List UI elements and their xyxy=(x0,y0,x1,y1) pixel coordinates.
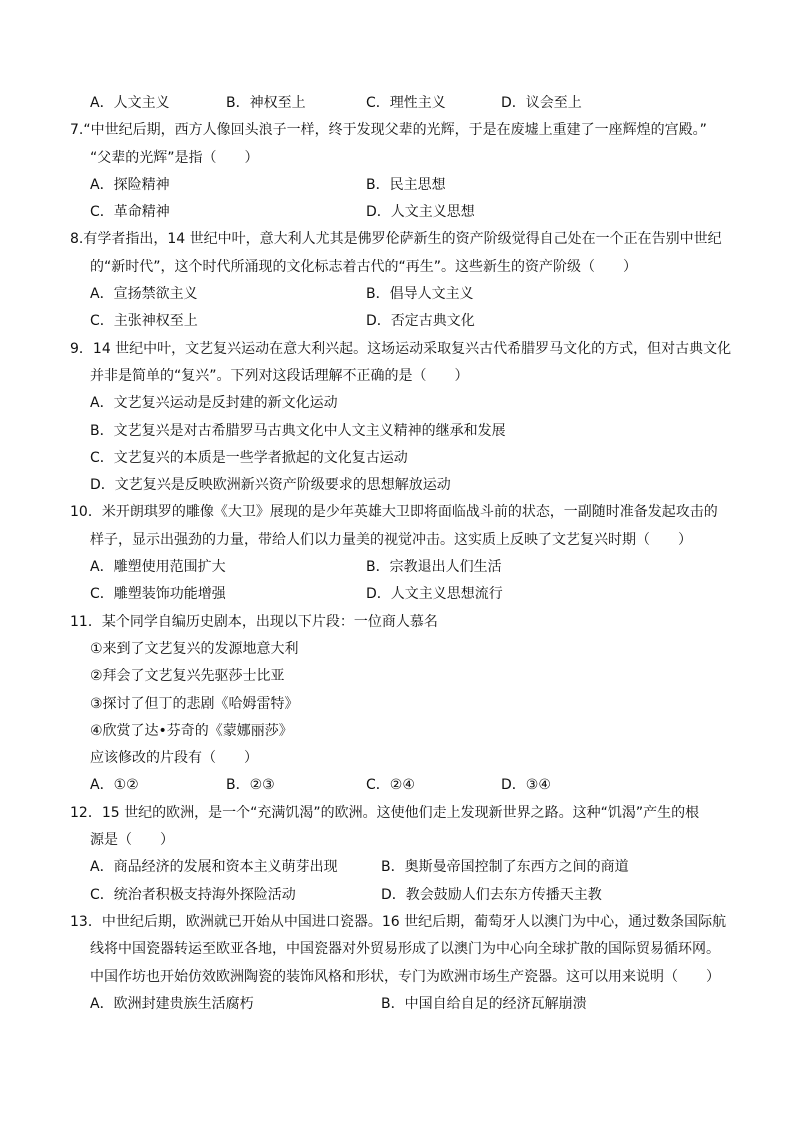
question-10-stem: 10．米开朗琪罗的雕像《大卫》展现的是少年英雄大卫即将面临战斗前的状态，一副随时准备发起攻击的 xyxy=(70,504,718,521)
option-b: B．文艺复兴是对古希腊罗马古典文化中人文主义精神的继承和发展 xyxy=(90,422,506,439)
option-b: B．宗教退出人们生活 xyxy=(366,559,502,576)
option-a: A．①② xyxy=(90,777,139,794)
option-b: B．奥斯曼帝国控制了东西方之间的商道 xyxy=(381,859,629,876)
question-11-stem: 11．某个同学自编历史剧本，出现以下片段：一位商人慕名 xyxy=(70,613,438,630)
option-c: C．理性主义 xyxy=(366,95,446,111)
option-d: D．教会鼓励人们去东方传播天主教 xyxy=(381,886,602,903)
option-d: D．文艺复兴是反映欧洲新兴资产阶级要求的思想解放运动 xyxy=(90,477,451,494)
question-12-stem-cont: 源是（ ） xyxy=(90,832,174,849)
option-a: A．商品经济的发展和资本主义萌芽出现 xyxy=(90,859,338,876)
question-7-stem-cont: “父辈的光辉”是指（ ） xyxy=(90,149,259,166)
question-8-stem: 8.有学者指出，14 世纪中叶，意大利人尤其是佛罗伦萨新生的资产阶级觉得自己处在一个正在告别中世纪 xyxy=(70,231,722,248)
fragment-2: ②拜会了文艺复兴先驱莎士比亚 xyxy=(90,668,285,685)
option-b: B．②③ xyxy=(226,777,275,794)
fragment-4: ④欣赏了达•芬奇的《蒙娜丽莎》 xyxy=(90,722,293,739)
option-d: D．人文主义思想流行 xyxy=(366,586,503,603)
q6-options xyxy=(0,92,794,119)
option-b: B．中国自给自足的经济瓦解崩溃 xyxy=(381,995,587,1012)
question-13-stem-cont: 线将中国瓷器转运至欧亚各地，中国瓷器对外贸易形成了以澳门为中心向全球扩散的国际贸易循环网。 xyxy=(90,941,720,958)
question-9-stem: 9．14 世纪中叶，文艺复兴运动在意大利兴起。这场运动采取复兴古代希腊罗马文化的方式，但对古典文化 xyxy=(70,340,732,357)
fragment-3: ③探讨了但丁的悲剧《哈姆雷特》 xyxy=(90,695,299,712)
question-9-stem-cont: 并非是简单的“复兴”。下列对这段话理解不正确的是（ ） xyxy=(90,367,469,384)
option-d: D．否定古典文化 xyxy=(366,313,475,330)
option-c: C．统治者积极支持海外探险活动 xyxy=(90,886,296,903)
option-a: A．文艺复兴运动是反封建的新文化运动 xyxy=(90,395,338,412)
option-c: C．雕塑装饰功能增强 xyxy=(90,586,226,603)
fragment-1: ①来到了文艺复兴的发源地意大利 xyxy=(90,640,299,657)
option-c: C．②④ xyxy=(366,777,415,794)
question-7-stem: 7.“中世纪后期，西方人像回头浪子一样，终于发现父辈的光辉，于是在废墟上重建了一座辉煌的宫殿。” xyxy=(70,122,707,139)
option-c: C．革命精神 xyxy=(90,204,170,221)
option-b: B．民主思想 xyxy=(366,176,446,193)
option-b: B．神权至上 xyxy=(226,95,306,111)
question-12-stem: 12．15 世纪的欧洲，是一个“充满饥渴”的欧洲。这使他们走上发现新世界之路。这种“饥渴”产生的根 xyxy=(70,804,700,821)
question-11-prompt: 应该修改的片段有（ ） xyxy=(90,750,258,767)
question-13-stem-cont: 中国作坊也开始仿效欧洲陶瓷的装饰风格和形状，专门为欧洲市场生产瓷器。这可以用来说明（ ） xyxy=(90,968,720,985)
option-b: B．倡导人文主义 xyxy=(366,286,474,303)
question-13-stem: 13．中世纪后期，欧洲就已开始从中国进口瓷器。16 世纪后期，葡萄牙人以澳门为中心，通过数条国际航 xyxy=(70,913,727,930)
exam-page xyxy=(0,92,794,1020)
option-d: D．人文主义思想 xyxy=(366,204,475,221)
option-d: D．③④ xyxy=(501,777,551,794)
question-10-stem-cont: 样子，显示出强劲的力量，带给人们以力量美的视觉冲击。这实质上反映了文艺复兴时期（ ） xyxy=(90,531,692,548)
option-c: C．主张神权至上 xyxy=(90,313,198,330)
option-c: C．文艺复兴的本质是一些学者掀起的文化复古运动 xyxy=(90,449,408,466)
option-a: A．探险精神 xyxy=(90,176,170,193)
question-8-stem-cont: 的“新时代”，这个时代所涌现的文化标志着古代的“再生”。这些新生的资产阶级（ ） xyxy=(90,258,638,275)
option-a: A．人文主义 xyxy=(90,95,170,111)
option-d: D．议会至上 xyxy=(501,95,582,111)
option-a: A．雕塑使用范围扩大 xyxy=(90,559,226,576)
option-a: A．欧洲封建贵族生活腐朽 xyxy=(90,995,254,1012)
option-a: A．宣扬禁欲主义 xyxy=(90,286,198,303)
